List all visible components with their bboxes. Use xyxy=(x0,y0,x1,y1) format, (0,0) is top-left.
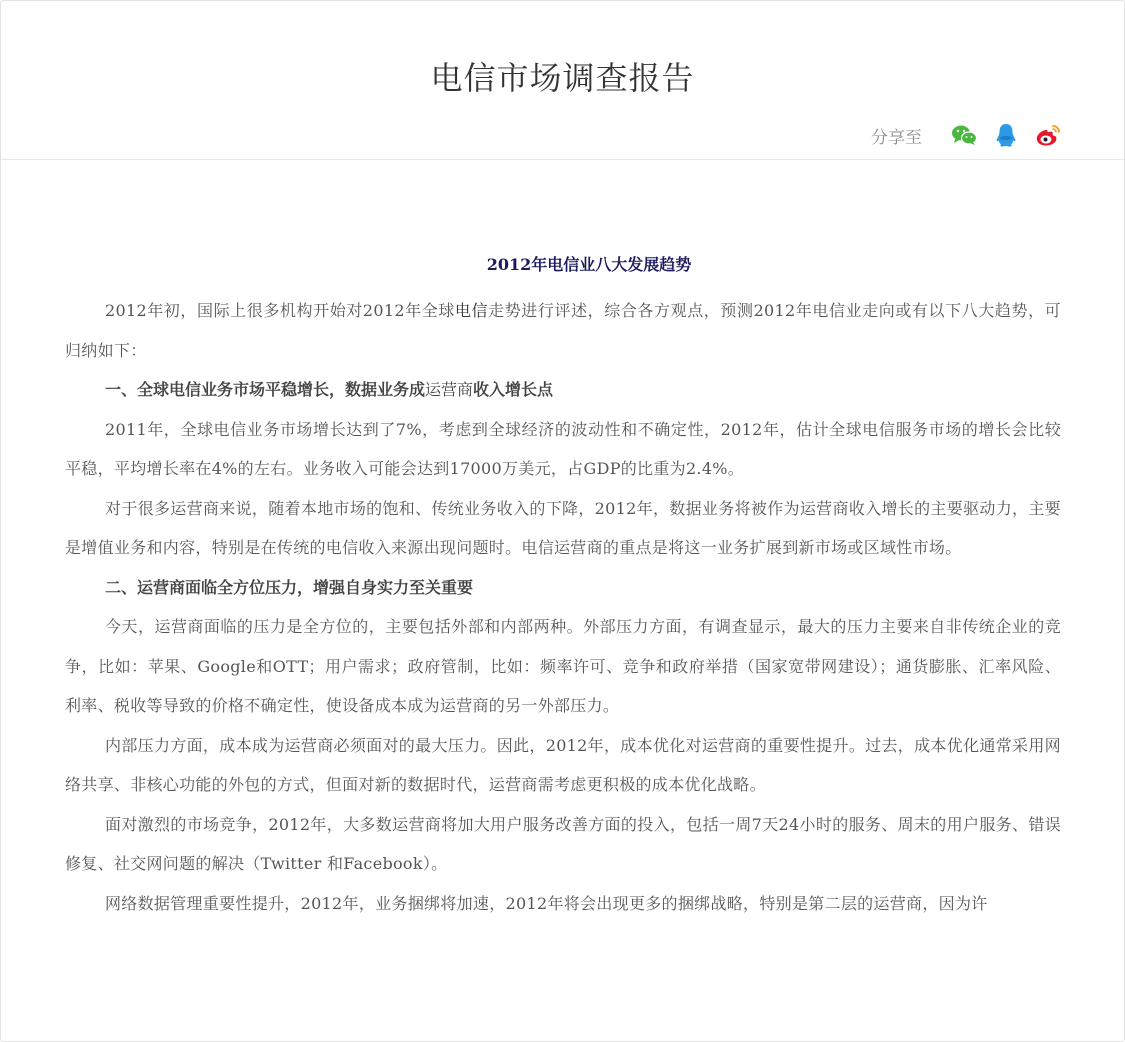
qq-icon[interactable] xyxy=(992,121,1020,149)
paragraph-data-business: 对于很多运营商来说，随着本地市场的饱和、传统业务收入的下降，2012年，数据业务将被作为运营商收入增长的主要驱动力，主要是增值业务和内容，特别是在传统的电信收入来源出现问题时。电信运营商的重点是将这一业务扩展到新市场或区域性市场。 xyxy=(65,498,1061,557)
wechat-icon[interactable] xyxy=(950,121,978,149)
heading-1-text-2: 收入增长点 xyxy=(473,380,554,399)
paragraph-user-service: 面对激烈的市场竞争，2012年，大多数运营商将加大用户服务改善方面的投入，包括一周7天24小时的服务、周末的用户服务、错误修复、社交网问题的解决（Twitter 和Facebook）。 xyxy=(65,814,1061,873)
article-body xyxy=(65,239,1061,923)
share-bar xyxy=(871,121,1062,149)
paragraph-market-growth: 2011年，全球电信业务市场增长达到了7%，考虑到全球经济的波动性和不确定性，2012年，估计全球电信服务市场的增长会比较平稳，平均增长率在4%的左右。业务收入可能会达到17000万美元，占GDP的比重为2.4%。 xyxy=(65,419,1061,478)
intro-text-1: 2012年初，国际上很多机构开始对2012年全球 xyxy=(105,301,455,320)
paragraph-bundling: 网络数据管理重要性提升，2012年，业务捆绑将加速，2012年将会出现更多的捆绑战略，特别是第二层的运营商，因为许 xyxy=(105,893,988,913)
section-heading-1 xyxy=(65,370,1061,410)
share-label: 分享至 xyxy=(871,127,922,148)
paragraph-external-pressure: 今天，运营商面临的压力是全方位的，主要包括外部和内部两种。外部压力方面，有调查显示，最大的压力主要来自非传统企业的竞争，比如：苹果、Google和OTT；用户需求；政府管制，比如：频率许可、竞争和政府举措（国家宽带网建设）；通货膨胀、汇率风险、利率、税收等导致的价格不确定性，使设备成本成为运营商的另一外部压力。 xyxy=(65,617,1061,715)
heading-1-text-1: 一、全球电信业务市场平稳增长，数据业务成 xyxy=(105,380,426,399)
intro-text-2: 走势进行评述，综合各方观点，预测2012年电信业走向或有以下八大趋势，可归纳如下： xyxy=(65,301,1061,360)
page-title: 电信市场调查报告 xyxy=(430,59,695,97)
section-heading-2: 二、运营商面临全方位压力，增强自身实力至关重要 xyxy=(105,577,474,597)
intro-paragraph xyxy=(65,291,1061,370)
paragraph-internal-pressure: 内部压力方面，成本成为运营商必须面对的最大压力。因此，2012年，成本优化对运营商的重要性提升。过去，成本优化通常采用网络共享、非核心功能的外包的方式，但面对新的数据时代，运营商需考虑更积极的成本优化战略。 xyxy=(65,735,1061,794)
heading-1-link: 运营商 xyxy=(425,380,474,399)
telecom-link[interactable]: 电信 xyxy=(454,301,489,320)
article-subtitle: 2012年电信业八大发展趋势 xyxy=(486,255,692,274)
weibo-icon[interactable] xyxy=(1034,121,1062,149)
document-header xyxy=(1,1,1124,160)
